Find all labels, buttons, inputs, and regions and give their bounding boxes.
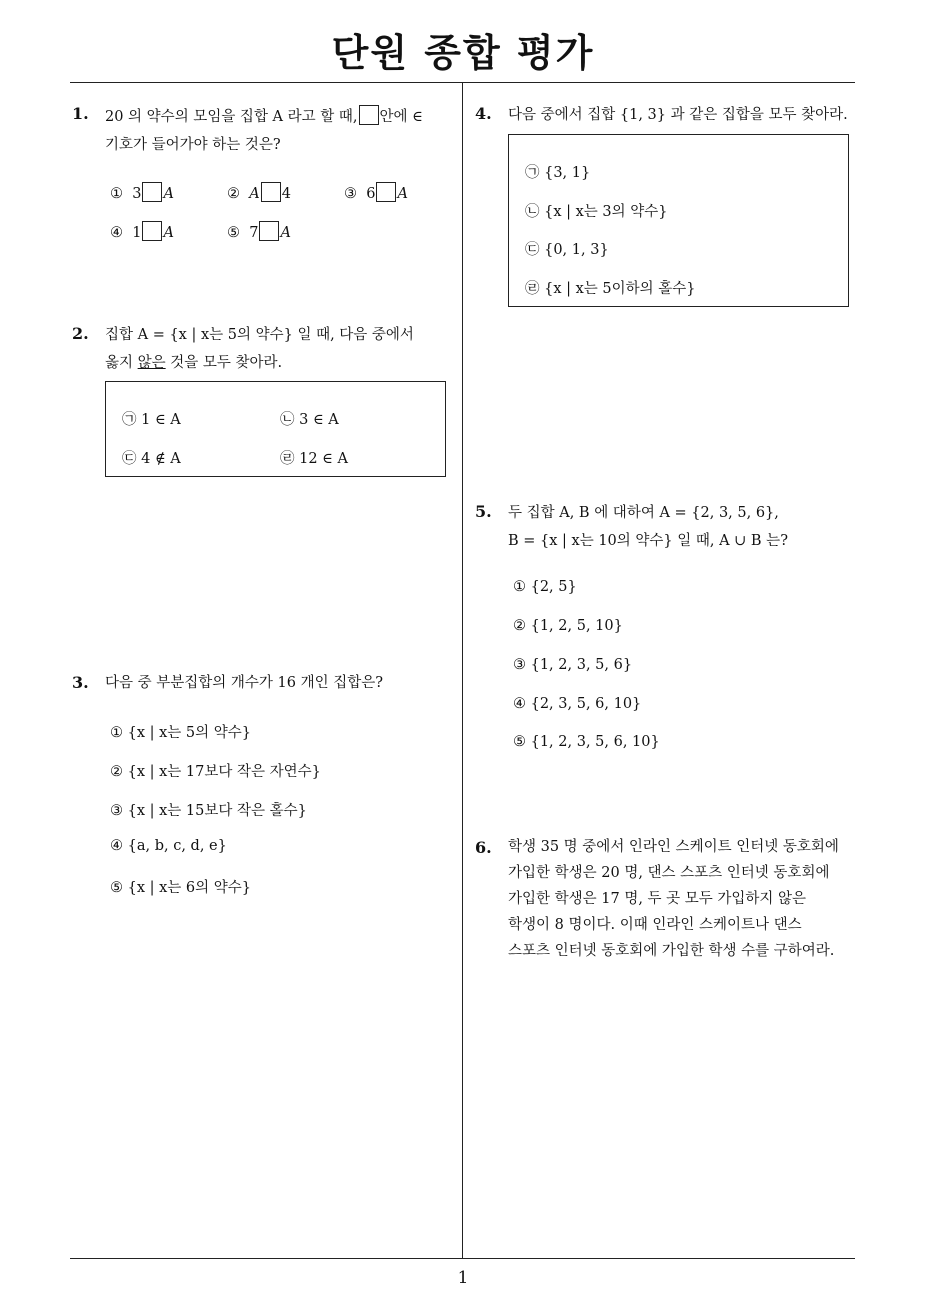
q3-option-1[interactable]: ① {x | x는 5의 약수} — [110, 725, 251, 741]
blank-box — [261, 182, 281, 202]
option-left: 6 — [366, 186, 376, 202]
q3-option-5[interactable]: ⑤ {x | x는 6의 약수} — [110, 880, 251, 896]
question-6-line: 학생 35 명 중에서 인라인 스케이트 인터넷 동호회에 — [508, 839, 839, 855]
question-1-line1-a: 20 의 약수의 모임을 집합 A 라고 할 때, — [105, 109, 358, 125]
q2-item-4[interactable]: ㉣ 12 ∈ A — [280, 451, 348, 467]
q5-option-4[interactable]: ④ {2, 3, 5, 6, 10} — [513, 696, 642, 712]
bottom-divider — [70, 1258, 855, 1259]
question-6-text — [508, 834, 839, 964]
question-1-line1-b: 안에 ∈ — [379, 109, 423, 125]
blank-box — [259, 221, 279, 241]
q3-option-4[interactable]: ④ {a, b, c, d, e} — [110, 838, 227, 854]
q3-option-3[interactable]: ③ {x | x는 15보다 작은 홀수} — [110, 803, 307, 819]
blank-box — [142, 221, 162, 241]
q5-option-1[interactable]: ① {2, 5} — [513, 579, 577, 595]
q3-option-2[interactable]: ② {x | x는 17보다 작은 자연수} — [110, 764, 321, 780]
question-number-1: 1. — [72, 104, 89, 123]
question-number-5: 5. — [475, 502, 492, 521]
q2-item-1[interactable]: ㉠ 1 ∈ A — [122, 412, 181, 428]
question-number-6: 6. — [475, 838, 492, 857]
question-3-text: 다음 중 부분집합의 개수가 16 개인 집합은? — [105, 675, 383, 691]
option-mark: ① — [110, 186, 123, 202]
q5-option-5[interactable]: ⑤ {1, 2, 3, 5, 6, 10} — [513, 734, 660, 750]
page-title: 단원 종합 평가 — [331, 31, 595, 75]
option-mark: ③ — [344, 186, 357, 202]
question-5-line2: B = {x | x는 10의 약수} 일 때, A ∪ B 는? — [508, 533, 788, 549]
option-right: A — [280, 225, 291, 241]
question-2-line2-a: 옳지 — [105, 355, 138, 371]
question-2-text — [105, 321, 414, 377]
q2-item-2[interactable]: ㉡ 3 ∈ A — [280, 412, 339, 428]
blank-box — [142, 182, 162, 202]
question-4-text: 다음 중에서 집합 {1, 3} 과 같은 집합을 모두 찾아라. — [508, 107, 848, 123]
option-right: 4 — [281, 186, 291, 202]
q1-option-3[interactable] — [344, 182, 408, 202]
question-6-line: 가입한 학생은 17 명, 두 곳 모두 가입하지 않은 — [508, 891, 807, 907]
q5-option-3[interactable]: ③ {1, 2, 3, 5, 6} — [513, 657, 633, 673]
question-number-4: 4. — [475, 104, 492, 123]
blank-box — [359, 105, 379, 125]
option-right: A — [163, 225, 174, 241]
q2-item-3[interactable]: ㉢ 4 ∉ A — [122, 451, 181, 467]
question-1-line2: 기호가 들어가야 하는 것은? — [105, 137, 281, 153]
question-number-3: 3. — [72, 673, 89, 692]
underlined-word: 않은 — [137, 355, 166, 371]
option-left: 7 — [249, 225, 259, 241]
question-5-line1: 두 집합 A, B 에 대하여 A = {2, 3, 5, 6}, — [508, 505, 779, 521]
q4-item-4[interactable]: ㉣ {x | x는 5이하의 홀수} — [525, 281, 696, 297]
q1-option-2[interactable] — [227, 182, 291, 202]
page-number: 1 — [457, 1268, 469, 1288]
question-number-2: 2. — [72, 324, 89, 343]
option-right: A — [397, 186, 408, 202]
q4-item-2[interactable]: ㉡ {x | x는 3의 약수} — [525, 204, 668, 220]
q4-item-3[interactable]: ㉢ {0, 1, 3} — [525, 242, 609, 258]
option-left: A — [249, 186, 260, 202]
option-mark: ② — [227, 186, 240, 202]
question-2-line1: 집합 A = {x | x는 5의 약수} 일 때, 다음 중에서 — [105, 327, 414, 343]
blank-box — [376, 182, 396, 202]
option-left: 1 — [132, 225, 142, 241]
q1-option-1[interactable] — [110, 182, 174, 202]
q4-item-1[interactable]: ㉠ {3, 1} — [525, 165, 591, 181]
question-2-line2-b: 것을 모두 찾아라. — [165, 355, 283, 371]
q5-option-2[interactable]: ② {1, 2, 5, 10} — [513, 618, 623, 634]
question-6-line: 가입한 학생은 20 명, 댄스 스포츠 인터넷 동호회에 — [508, 865, 830, 881]
option-mark: ④ — [110, 225, 123, 241]
q1-option-5[interactable] — [227, 221, 291, 241]
option-mark: ⑤ — [227, 225, 240, 241]
option-left: 3 — [132, 186, 142, 202]
q1-option-4[interactable] — [110, 221, 174, 241]
option-right: A — [163, 186, 174, 202]
column-divider — [462, 83, 463, 1259]
question-6-line: 학생이 8 명이다. 이때 인라인 스케이트나 댄스 — [508, 917, 802, 933]
question-5-text — [508, 499, 788, 555]
question-1-text — [105, 103, 423, 159]
question-6-line: 스포츠 인터넷 동호회에 가입한 학생 수를 구하여라. — [508, 943, 835, 959]
